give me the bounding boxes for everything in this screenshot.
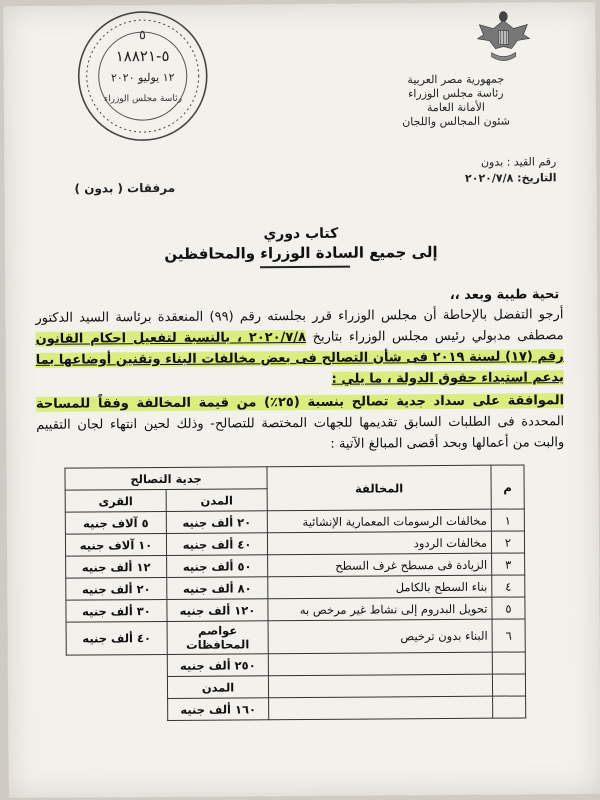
circular-title: كتاب دوري — [263, 225, 339, 243]
greeting: تحية طيبة وبعد ،، — [449, 287, 560, 303]
table-row — [65, 531, 524, 556]
table-row — [66, 674, 525, 699]
document-date: التاريخ: ٢٠٢٠/٧/٨ — [464, 171, 557, 185]
paragraph-highlight: الموافقة على سداد جدية تصالح بنسبة (٢٥٪) من قيمة المخالفة وفقاً للمساحة — [35, 393, 565, 412]
letterhead-line: رئاسة مجلس الوزراء — [408, 86, 504, 101]
table-row — [66, 597, 525, 622]
stamp-text: رئاسة مجلس الوزراء — [103, 93, 182, 105]
row-cities-label: المدن — [167, 676, 268, 699]
row-violation: مخالفات الرسومات المعمارية الإنشائية — [267, 509, 491, 533]
row-capitals-label: عواصم المحافظات — [167, 621, 268, 655]
row-num: ١ — [491, 509, 524, 531]
paragraph-text: أرجو التفضل بالإحاطة أن مجلس الوزراء قرر بجلسته رقم (٩٩) المنعقدة برئاسة السيد الدكتور مصطفى مدبولي رئيس مجلس الوزراء بتاريخ — [35, 307, 564, 345]
circular-recipients: إلى جميع السادة الوزراء والمحافظين — [164, 243, 438, 263]
table-row — [66, 619, 525, 655]
attachments-label: مرفقات ( بدون ) — [74, 180, 176, 196]
eagle-emblem-icon — [473, 8, 533, 64]
row-capitals-value: ٢٥٠ ألف جنيه — [167, 654, 268, 677]
col-header-violation: المخالفة — [267, 465, 491, 511]
letterhead — [356, 72, 556, 129]
letterhead-line: جمهورية مصر العربية — [407, 72, 505, 87]
row-cities-value: ١٦٠ ألف جنيه — [168, 698, 269, 721]
letterhead-line: شئون المجالس واللجان — [402, 114, 510, 129]
table-row — [65, 509, 524, 534]
row-village-amount: ٢٠ ألف جنيه — [66, 577, 167, 600]
row-city-amount: ٨٠ ألف جنيه — [167, 577, 268, 600]
svg-text:٥: ٥ — [138, 28, 146, 44]
row-city-amount: ٤٠ ألف جنيه — [166, 533, 267, 556]
col-header-num: م — [491, 465, 524, 509]
document-page — [3, 2, 600, 798]
reference-block — [356, 154, 556, 187]
paragraph-approval — [36, 390, 564, 457]
paragraph-decision — [35, 304, 564, 392]
row-city-amount: ١٢٠ ألف جنيه — [167, 599, 268, 622]
col-header-group: جدية التصالح — [65, 467, 267, 490]
row-village-amount: ١٢ ألف جنيه — [66, 555, 167, 578]
fees-table — [64, 464, 526, 721]
row-num: ٢ — [491, 531, 524, 553]
row-violation: تحويل البدروم إلى نشاط غير مرخص به — [268, 597, 492, 621]
row-num: ٥ — [492, 597, 525, 619]
stamp-number: ٥-١٨٨٢١ — [115, 46, 170, 66]
row-village-amount: ٤٠ ألف جنيه — [66, 621, 167, 655]
table-row — [67, 696, 526, 721]
col-header-city: المدن — [166, 489, 267, 512]
table-row — [66, 652, 525, 677]
circular-stamp — [73, 7, 212, 146]
row-city-amount: ٥٠ ألف جنيه — [167, 555, 268, 578]
row-violation: الزيادة فى مسطح غرف السطح — [268, 553, 492, 577]
paragraph-text: المحددة فى الطلبات السابق تقديمها للجهات المختصة للتصالح- وذلك لحين انتهاء لجان التقييم والبت من أعمالها وبحد أقصى المبالغ الآتية : — [36, 414, 565, 452]
row-num: ٦ — [492, 619, 525, 652]
table-row — [66, 553, 525, 578]
row-village-amount: ١٠ آلاف جنيه — [65, 533, 166, 556]
letterhead-line: الأمانة العامة — [426, 100, 485, 115]
stamp-date: ١٢ يوليو ٢٠٢٠ — [110, 70, 175, 85]
row-violation: مخالفات الردود — [267, 531, 491, 555]
col-header-village: القرى — [65, 489, 166, 512]
row-violation: بناء السطح بالكامل — [268, 575, 492, 599]
row-city-amount: ٢٠ ألف جنيه — [166, 511, 267, 534]
row-village-amount: ٥ آلاف جنيه — [65, 511, 166, 534]
row-violation: البناء بدون ترخيص — [268, 619, 492, 654]
paragraph-highlight: ٢٠٢٠/٧/٨ ، بالنسبة لتفعيل احكام القانون رقم (١٧) لسنة ٢٠١٩ فى شأن التصالح فى بعض مخالفات البناء وتقنين أوضاعها بما يدعم استيداء حقوق الدولة ، ما يلي : — [35, 329, 564, 387]
row-num: ٤ — [492, 575, 525, 597]
row-village-amount: ٣٠ ألف جنيه — [66, 599, 167, 622]
table-row — [66, 575, 525, 600]
reference-number: رقم القيد : بدون — [480, 155, 557, 169]
title-underline — [260, 266, 350, 269]
row-num: ٣ — [492, 553, 525, 575]
